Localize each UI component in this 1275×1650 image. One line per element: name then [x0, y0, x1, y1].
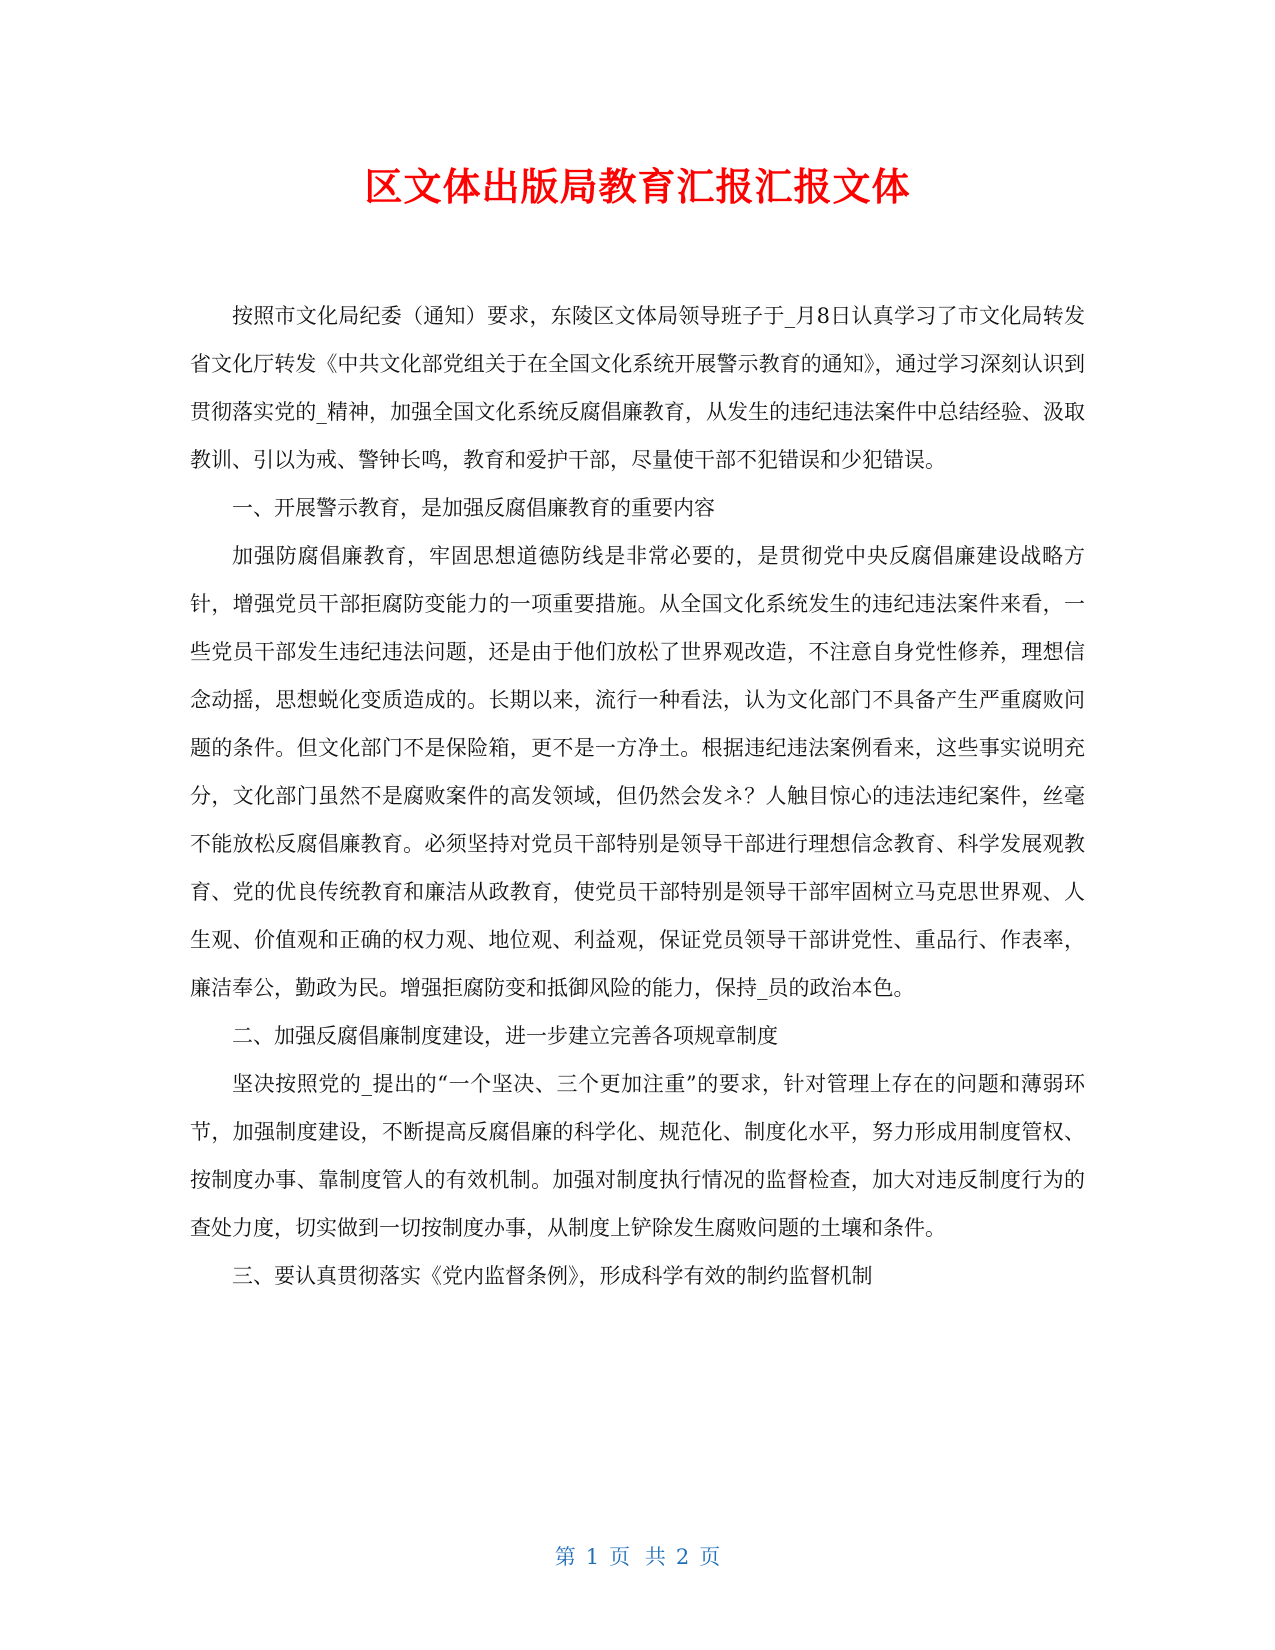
page-current-number: 1: [585, 1545, 600, 1569]
page-total-number: 2: [675, 1545, 690, 1569]
document-title: 区文体出版局教育汇报汇报文体: [364, 165, 911, 209]
intro-paragraph: 按照市文化局纪委（通知）要求，东陵区文体局领导班子于_月8日认真学习了市文化局转发省文化厅转发《中共文化部党组关于在全国文化系统开展警示教育的通知》，通过学习深刻认识到贯彻落实党的_精神，加强全国文化系统反腐倡廉教育，从发生的违纪违法案件中总结经验、汲取教训、引以为戒、警钟长鸣，教育和爱护干部，尽量使干部不犯错误和少犯错误。: [190, 304, 1085, 472]
section-heading-2: 二、加强反腐倡廉制度建设，进一步建立完善各项规章制度: [232, 1024, 778, 1048]
section-2-paragraph: 坚决按照党的_提出的“一个坚决、三个更加注重”的要求，针对管理上存在的问题和薄弱环节，加强制度建设，不断提高反腐倡廉的科学化、规范化、制度化水平，努力形成用制度管权、按制度办事、靠制度管人的有效机制。加强对制度执行情况的监督检查，加大对违反制度行为的查处力度，切实做到一切按制度办事，从制度上铲除发生腐败问题的土壤和条件。: [190, 1072, 1085, 1240]
section-heading-3: 三、要认真贯彻落实《党内监督条例》，形成科学有效的制约监督机制: [232, 1264, 873, 1288]
section-1-paragraph: 加强防腐倡廉教育，牢固思想道德防线是非常必要的，是贯彻党中央反腐倡廉建设战略方针，增强党员干部拒腐防变能力的一项重要措施。从全国文化系统发生的违纪违法案件来看，一些党员干部发生违纪违法问题，还是由于他们放松了世界观改造，不注意自身党性修养，理想信念动摇，思想蜕化变质造成的。长期以来，流行一种看法，认为文化部门不具备产生严重腐败问题的条件。但文化部门不是保险箱，更不是一方净土。根据违纪违法案例看来，这些事实说明充分，文化部门虽然不是腐败案件的高发领域，但仍然会发ネ？人触目惊心的违法违纪案件，丝毫不能放松反腐倡廉教育。必须坚持对党员干部特别是领导干部进行理想信念教育、科学发展观教育、党的优良传统教育和廉洁从政教育，使党员干部特别是领导干部牢固树立马克思世界观、人生观、价值观和正确的权力观、地位观、利益观，保证党员领导干部讲党性、重品行、作表率，廉洁奉公，勤政为民。增强拒腐防变和抵御风险的能力，保持_员的政治本色。: [190, 544, 1085, 1000]
page-label-prefix: 第: [554, 1545, 576, 1569]
document-body: [190, 292, 1085, 1300]
page-label-suffix: 页: [699, 1545, 721, 1569]
page-footer: [0, 1542, 1275, 1572]
section-heading-1: 一、开展警示教育，是加强反腐倡廉教育的重要内容: [232, 496, 715, 520]
page-label-mid: 页 共: [609, 1545, 666, 1569]
